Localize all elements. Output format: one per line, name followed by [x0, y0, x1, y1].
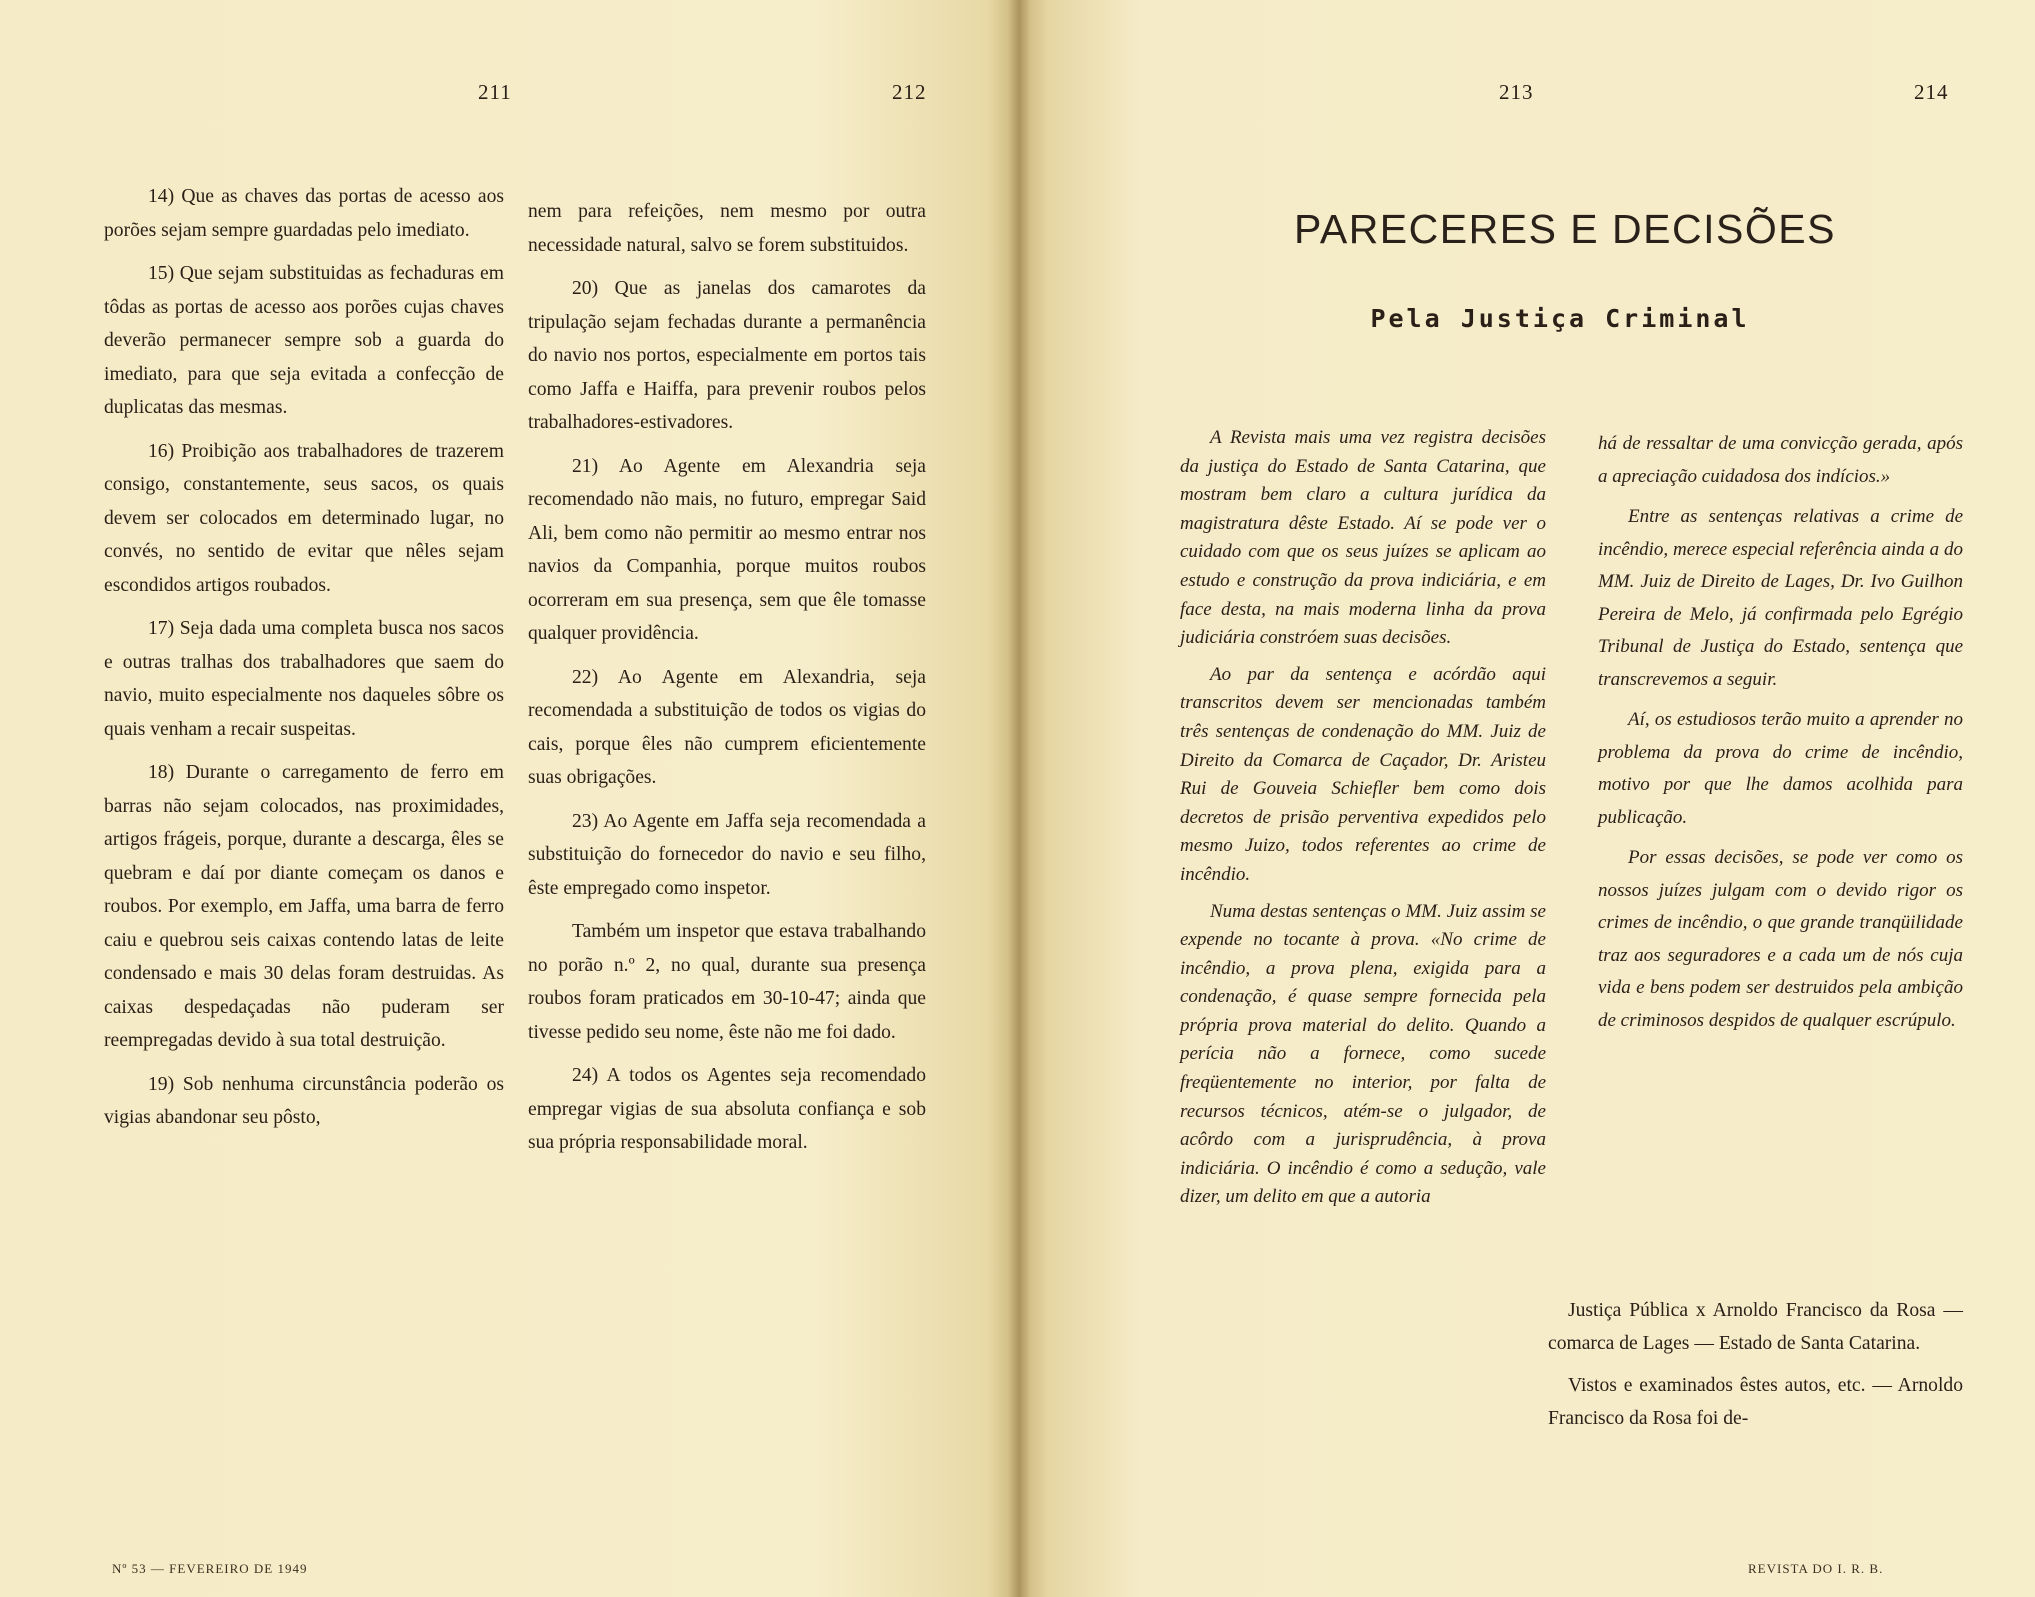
right-page-column-1: [1180, 424, 1546, 1220]
paragraph: Por essas decisões, se pode ver como os nossos juízes julgam com o devido rigor os crimes de incêndio, o que grande tranqüilidade traz aos seguradores e a cada um de nós cuja vida e bens podem ser destruidos pela ambição de criminosos despidos de qualquer escrúpulo.: [1598, 847, 1963, 1031]
right-page-footer: REVISTA DO I. R. B.: [1748, 1561, 1884, 1576]
paragraph: 17) Seja dada uma completa busca nos sacos e outras tralhas dos trabalhadores que saem do navio, muito especialmente nos daqueles sôbre os quais venham a recair suspeitas.: [104, 618, 504, 740]
left-page-column-1: [104, 180, 504, 1145]
page-number-212: 212: [892, 80, 927, 104]
right-page-column-2-case: [1548, 1294, 1963, 1444]
paragraph: 18) Durante o carregamento de ferro em barras não sejam colocados, nas proximidades, artigos frágeis, porque, durante a descarga, êles se quebram e daí por diante começam os danos e roubos. Por exemplo, em Jaffa, uma barra de ferro caiu e quebrou seis caixas contendo latas de leite condensado e mais 30 delas foram destruidas. As caixas despedaçadas não puderam ser reempregadas devido à sua total destruição.: [104, 762, 504, 1051]
paragraph: 15) Que sejam substituidas as fechaduras em tôdas as portas de acesso aos porões cujas chaves deverão permanecer sempre sob a guarda do imediato, para que seja evitada a confecção de duplicatas das mesmas.: [104, 263, 504, 418]
paragraph: 22) Ao Agente em Alexandria, seja recomendada a substituição de todos os vigias do cais, porque êles não cumprem eficientemente suas obrigações.: [528, 666, 926, 788]
paragraph: 19) Sob nenhuma circunstância poderão os vigias abandonar seu pôsto,: [104, 1073, 504, 1128]
paragraph: Também um inspetor que estava trabalhando no porão n.º 2, no qual, durante sua presença roubos foram praticados em 30-10-47; ainda que tivesse pedido seu nome, êste não me foi dado.: [528, 921, 926, 1043]
page-number-211: 211: [478, 80, 512, 104]
paragraph: Entre as sentenças relativas a crime de incêndio, merece especial referência ainda a do MM. Juiz de Direito de Lages, Dr. Ivo Guilhon Pereira de Melo, já confirmada pelo Egrégio Tribunal de Justiça do Estado, sentença que transcrevemos a seguir.: [1598, 506, 1963, 690]
paragraph: 16) Proibição aos trabalhadores de trazerem consigo, constantemente, seus sacos, os quais devem ser colocados em determinado lugar, no convés, no sentido de evitar que nêles sejam escondidos artigos roubados.: [104, 440, 504, 596]
paragraph: 20) Que as janelas dos camarotes da tripulação sejam fechadas durante a permanência do navio nos portos, especialmente em portos tais como Jaffa e Haiffa, para prevenir roubos pelos trabalhadores-estivadores.: [528, 278, 926, 433]
paragraph: Aí, os estudiosos terão muito a aprender no problema da prova do crime de incêndio, motivo por que lhe damos acolhida para publicação.: [1598, 709, 1963, 828]
paragraph: 21) Ao Agente em Alexandria seja recomendado não mais, no futuro, empregar Said Ali, bem como não permitir ao mesmo entrar nos navios da Companhia, porque muitos roubos ocorreram em sua presença, sem que êle tomasse qualquer providência.: [528, 455, 926, 644]
right-page-column-2: [1598, 428, 1963, 1045]
book-gutter: [1008, 0, 1030, 1597]
paragraph: 23) Ao Agente em Jaffa seja recomendada a substituição do fornecedor do navio e seu filho, êste empregado como inspetor.: [528, 810, 926, 899]
left-page-column-2: [528, 195, 926, 1170]
section-subtitle: Pela Justiça Criminal: [1370, 304, 1750, 333]
paragraph: Justiça Pública x Arnoldo Francisco da Rosa — comarca de Lages — Estado de Santa Catarina.: [1548, 1300, 1963, 1354]
left-page-footer: Nº 53 — FEVEREIRO DE 1949: [112, 1561, 308, 1576]
paragraph: nem para refeições, nem mesmo por outra necessidade natural, salvo se forem substituidos.: [528, 201, 926, 256]
paragraph: Ao par da sentença e acórdão aqui transcritos devem ser mencionadas também três sentenças de condenação do MM. Juiz de Direito da Comarca de Caçador, Dr. Aristeu Rui de Gouveia Schiefler bem como dois decretos de prisão perventiva expedidos pelo mesmo Juizo, todos referentes ao crime de incêndio.: [1180, 663, 1546, 885]
paragraph: Numa destas sentenças o MM. Juiz assim se expende no tocante à prova. «No crime de incêndio, a prova plena, exigida para a condenação, é quase sempre fornecida pela própria prova material do delito. Quando a perícia não a fornece, como sucede freqüentemente no interior, por falta de recursos técnicos, atém-se o julgador, de acôrdo com a jurisprudência, à prova indiciária. O incêndio é como a sedução, vale dizer, um delito em que a autoria: [1180, 900, 1546, 1208]
page-number-213: 213: [1499, 80, 1534, 104]
paragraph: há de ressaltar de uma convicção gerada, após a apreciação cuidadosa dos indícios.»: [1598, 433, 1963, 487]
page-number-214: 214: [1914, 80, 1949, 104]
section-title: PARECERES E DECISÕES: [1294, 206, 1836, 252]
paragraph: A Revista mais uma vez registra decisões da justiça do Estado de Santa Catarina, que mostram bem claro a cultura jurídica da magistratura dêste Estado. Aí se pode ver o cuidado com que os seus juízes se aplicam ao estudo e construção da prova indiciária, e em face desta, na mais moderna linha da prova judiciária constróem suas decisões.: [1180, 427, 1546, 649]
paragraph: 24) A todos os Agentes seja recomendado empregar vigias de sua absoluta confiança e sob sua própria responsabilidade moral.: [528, 1065, 926, 1153]
paragraph: 14) Que as chaves das portas de acesso aos porões sejam sempre guardadas pelo imediato.: [104, 186, 504, 241]
paragraph: Vistos e examinados êstes autos, etc. — Arnoldo Francisco da Rosa foi de-: [1548, 1375, 1963, 1429]
